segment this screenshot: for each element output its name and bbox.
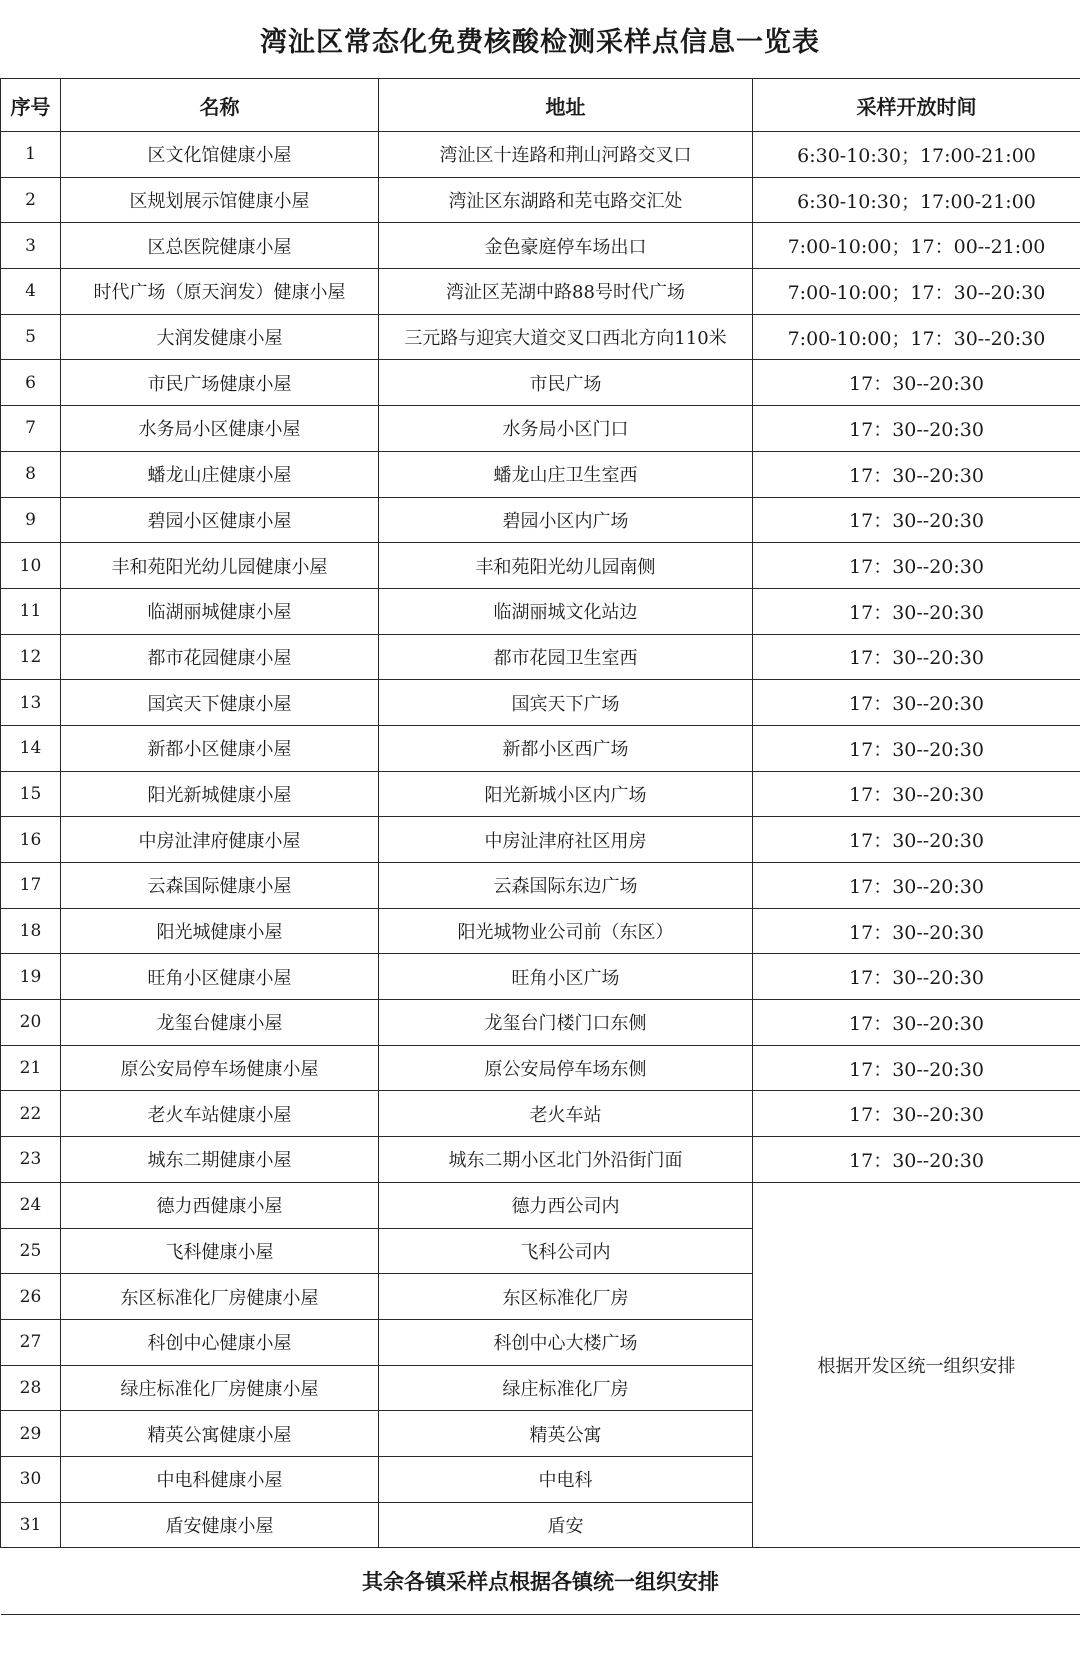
table-row [1,1182,1080,1228]
row-number: 18 [1,908,61,954]
open-time: 17：30--20:30 [753,771,1080,817]
table-row [1,314,1080,360]
row-number: 8 [1,451,61,497]
open-time: 17：30--20:30 [753,497,1080,543]
row-number: 9 [1,497,61,543]
site-name: 飞科健康小屋 [61,1228,379,1274]
site-address: 老火车站 [379,1091,753,1137]
site-address: 湾沚区东湖路和芜屯路交汇处 [379,177,753,223]
row-number: 16 [1,817,61,863]
site-name: 德力西健康小屋 [61,1182,379,1228]
site-name: 老火车站健康小屋 [61,1091,379,1137]
table-row [1,1045,1080,1091]
open-time: 17：30--20:30 [753,908,1080,954]
open-time: 17：30--20:30 [753,360,1080,406]
site-address: 德力西公司内 [379,1182,753,1228]
row-number: 24 [1,1182,61,1228]
site-address: 新都小区西广场 [379,725,753,771]
site-name: 新都小区健康小屋 [61,725,379,771]
table-row [1,1000,1080,1046]
site-address: 蟠龙山庄卫生室西 [379,451,753,497]
table-row [1,588,1080,634]
row-number: 14 [1,725,61,771]
table-row [1,497,1080,543]
site-name: 临湖丽城健康小屋 [61,588,379,634]
row-number: 26 [1,1274,61,1320]
site-name: 国宾天下健康小屋 [61,680,379,726]
table-row [1,954,1080,1000]
open-time: 17：30--20:30 [753,1091,1080,1137]
row-number: 29 [1,1411,61,1457]
site-address: 云森国际东边广场 [379,863,753,909]
row-number: 15 [1,771,61,817]
site-name: 市民广场健康小屋 [61,360,379,406]
site-name: 水务局小区健康小屋 [61,406,379,452]
site-address: 临湖丽城文化站边 [379,588,753,634]
header-no: 序号 [1,79,61,132]
site-address: 城东二期小区北门外沿街门面 [379,1137,753,1183]
site-name: 蟠龙山庄健康小屋 [61,451,379,497]
site-address: 阳光城物业公司前（东区） [379,908,753,954]
site-address: 中电科 [379,1456,753,1502]
site-address: 东区标准化厂房 [379,1274,753,1320]
row-number: 19 [1,954,61,1000]
open-time: 17：30--20:30 [753,863,1080,909]
table-row [1,771,1080,817]
site-name: 都市花园健康小屋 [61,634,379,680]
site-address: 丰和苑阳光幼儿园南侧 [379,543,753,589]
header-time: 采样开放时间 [753,79,1080,132]
site-address: 中房沚津府社区用房 [379,817,753,863]
site-name: 云森国际健康小屋 [61,863,379,909]
site-address: 水务局小区门口 [379,406,753,452]
site-address: 金色豪庭停车场出口 [379,223,753,269]
site-address: 盾安 [379,1502,753,1548]
site-name: 精英公寓健康小屋 [61,1411,379,1457]
row-number: 1 [1,132,61,178]
table-row [1,177,1080,223]
sampling-sites-table [0,78,1080,1615]
site-address: 阳光新城小区内广场 [379,771,753,817]
open-time: 17：30--20:30 [753,634,1080,680]
site-name: 科创中心健康小屋 [61,1319,379,1365]
header-name: 名称 [61,79,379,132]
site-name: 中电科健康小屋 [61,1456,379,1502]
row-number: 22 [1,1091,61,1137]
site-name: 时代广场（原天润发）健康小屋 [61,269,379,315]
open-time: 7:00-10:00；17：30--20:30 [753,314,1080,360]
table-row [1,725,1080,771]
site-name: 城东二期健康小屋 [61,1137,379,1183]
site-name: 丰和苑阳光幼儿园健康小屋 [61,543,379,589]
table-row [1,360,1080,406]
row-number: 3 [1,223,61,269]
table-row [1,223,1080,269]
open-time: 7:00-10:00；17：00--21:00 [753,223,1080,269]
table-row [1,908,1080,954]
site-name: 碧园小区健康小屋 [61,497,379,543]
site-address: 三元路与迎宾大道交叉口西北方向110米 [379,314,753,360]
open-time: 17：30--20:30 [753,406,1080,452]
site-address: 原公安局停车场东侧 [379,1045,753,1091]
table-header-row [1,79,1080,132]
table-row [1,543,1080,589]
table-row [1,1137,1080,1183]
row-number: 30 [1,1456,61,1502]
header-address: 地址 [379,79,753,132]
site-address: 飞科公司内 [379,1228,753,1274]
footer-note: 其余各镇采样点根据各镇统一组织安排 [1,1548,1080,1615]
row-number: 21 [1,1045,61,1091]
site-name: 中房沚津府健康小屋 [61,817,379,863]
open-time: 17：30--20:30 [753,451,1080,497]
row-number: 31 [1,1502,61,1548]
site-name: 区总医院健康小屋 [61,223,379,269]
open-time: 6:30-10:30；17:00-21:00 [753,132,1080,178]
table-row [1,863,1080,909]
open-time: 17：30--20:30 [753,1045,1080,1091]
row-number: 17 [1,863,61,909]
open-time: 17：30--20:30 [753,954,1080,1000]
site-name: 龙玺台健康小屋 [61,1000,379,1046]
site-address: 龙玺台门楼门口东侧 [379,1000,753,1046]
site-address: 精英公寓 [379,1411,753,1457]
table-row [1,406,1080,452]
table-row [1,269,1080,315]
site-name: 盾安健康小屋 [61,1502,379,1548]
row-number: 23 [1,1137,61,1183]
open-time: 17：30--20:30 [753,817,1080,863]
row-number: 25 [1,1228,61,1274]
table-row [1,132,1080,178]
open-time-merged: 根据开发区统一组织安排 [753,1182,1080,1548]
table-row [1,1091,1080,1137]
document-title: 湾沚区常态化免费核酸检测采样点信息一览表 [260,26,820,58]
open-time: 17：30--20:30 [753,588,1080,634]
row-number: 27 [1,1319,61,1365]
site-name: 绿庄标准化厂房健康小屋 [61,1365,379,1411]
row-number: 6 [1,360,61,406]
site-name: 区文化馆健康小屋 [61,132,379,178]
row-number: 5 [1,314,61,360]
table-row [1,817,1080,863]
open-time: 17：30--20:30 [753,543,1080,589]
site-name: 东区标准化厂房健康小屋 [61,1274,379,1320]
row-number: 13 [1,680,61,726]
site-address: 旺角小区广场 [379,954,753,1000]
site-name: 旺角小区健康小屋 [61,954,379,1000]
site-name: 原公安局停车场健康小屋 [61,1045,379,1091]
table-row [1,451,1080,497]
row-number: 20 [1,1000,61,1046]
table-row [1,634,1080,680]
page-bottom-edge [0,1632,1080,1654]
site-name: 大润发健康小屋 [61,314,379,360]
site-address: 市民广场 [379,360,753,406]
site-name: 阳光城健康小屋 [61,908,379,954]
row-number: 10 [1,543,61,589]
table-body [1,132,1080,1615]
row-number: 7 [1,406,61,452]
row-number: 12 [1,634,61,680]
open-time: 17：30--20:30 [753,725,1080,771]
open-time: 17：30--20:30 [753,1137,1080,1183]
row-number: 4 [1,269,61,315]
table-row [1,680,1080,726]
site-address: 湾沚区芜湖中路88号时代广场 [379,269,753,315]
site-name: 阳光新城健康小屋 [61,771,379,817]
footer-row [1,1548,1080,1615]
row-number: 2 [1,177,61,223]
site-address: 国宾天下广场 [379,680,753,726]
open-time: 17：30--20:30 [753,680,1080,726]
site-name: 区规划展示馆健康小屋 [61,177,379,223]
site-address: 绿庄标准化厂房 [379,1365,753,1411]
open-time: 17：30--20:30 [753,1000,1080,1046]
site-address: 都市花园卫生室西 [379,634,753,680]
site-address: 科创中心大楼广场 [379,1319,753,1365]
row-number: 28 [1,1365,61,1411]
row-number: 11 [1,588,61,634]
open-time: 7:00-10:00；17：30--20:30 [753,269,1080,315]
open-time: 6:30-10:30；17:00-21:00 [753,177,1080,223]
site-address: 碧园小区内广场 [379,497,753,543]
site-address: 湾沚区十连路和荆山河路交叉口 [379,132,753,178]
